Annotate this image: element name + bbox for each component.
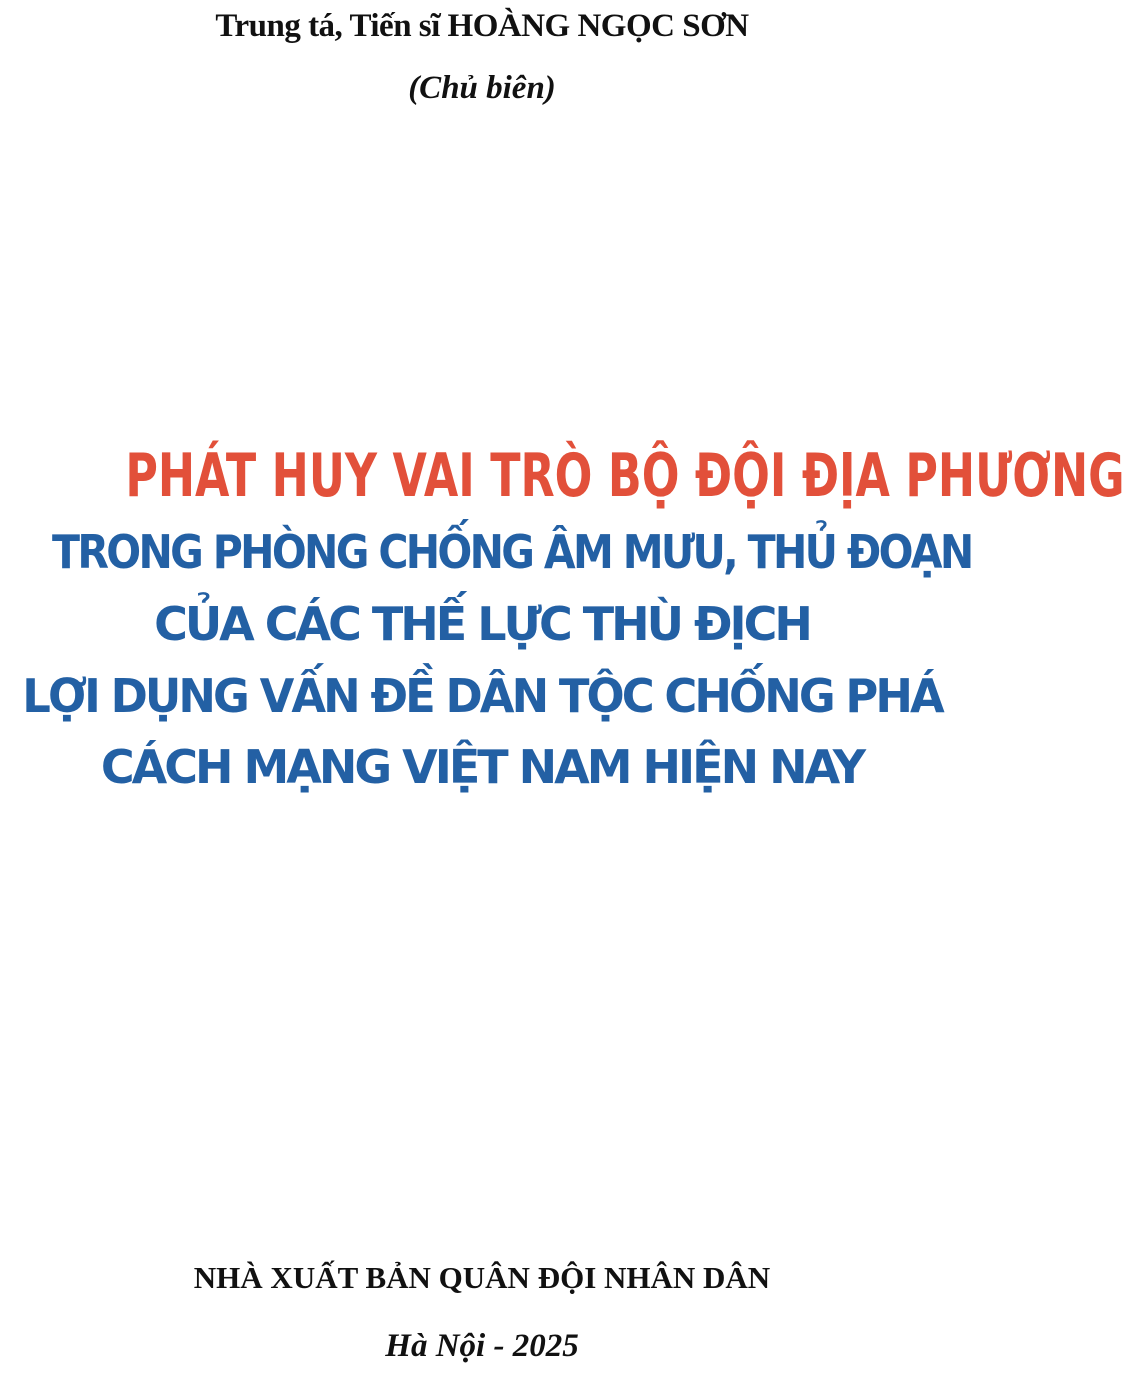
book-subtitle-line-3: LỢI DỤNG VẤN ĐỀ DÂN TỘC CHỐNG PHÁ	[22, 669, 942, 723]
publication-place-year: Hà Nội - 2025	[385, 1328, 579, 1364]
author-line: Trung tá, Tiến sĩ HOÀNG NGỌC SƠN	[215, 8, 749, 44]
book-subtitle-line-4: CÁCH MẠNG VIỆT NAM HIỆN NAY	[100, 740, 864, 794]
book-subtitle-line-2: CỦA CÁC THẾ LỰC THÙ ĐỊCH	[154, 597, 810, 651]
editor-role: (Chủ biên)	[408, 70, 556, 106]
book-subtitle-line-1: TRONG PHÒNG CHỐNG ÂM MƯU, THỦ ĐOẠN	[52, 525, 972, 579]
book-title-main: PHÁT HUY VAI TRÒ BỘ ĐỘI ĐỊA PHƯƠNG	[125, 441, 1125, 511]
publisher-name: NHÀ XUẤT BẢN QUÂN ĐỘI NHÂN DÂN	[193, 1260, 771, 1295]
